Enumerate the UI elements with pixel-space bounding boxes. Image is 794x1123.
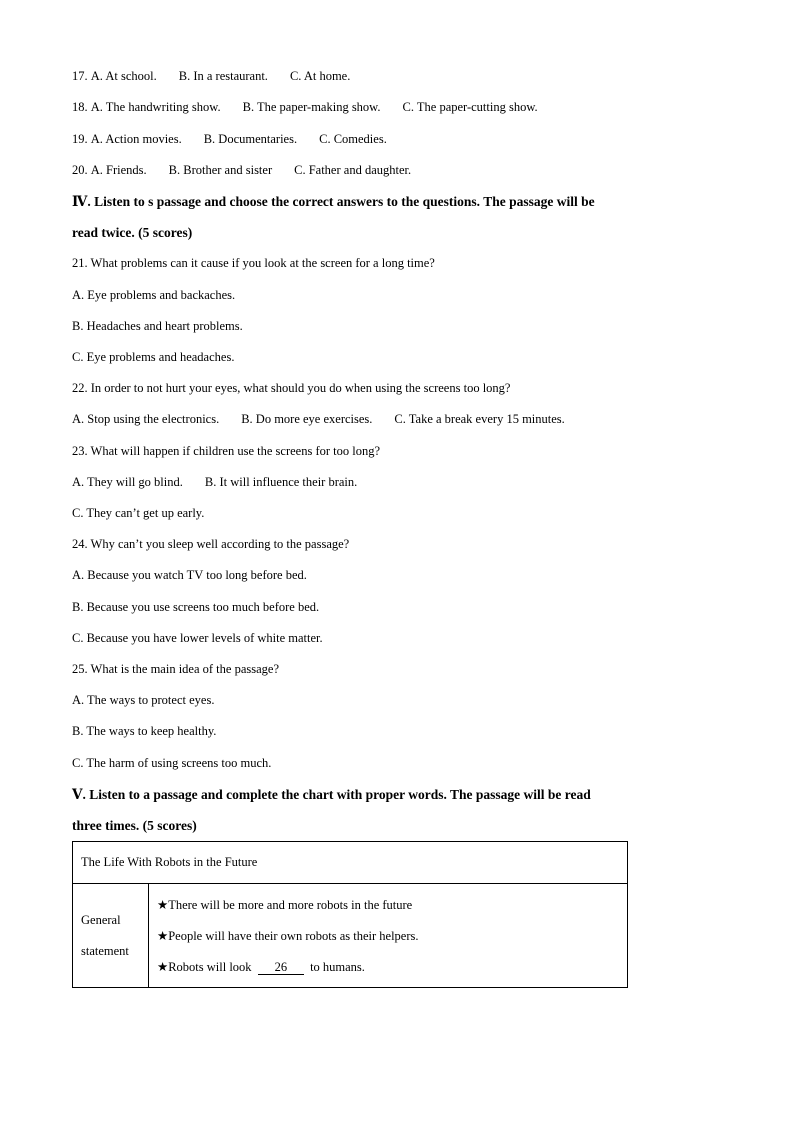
question-24-option-b[interactable]: B. Because you use screens too much before bed. [72,600,320,614]
option-b[interactable]: B. Do more eye exercises. [241,412,373,426]
statement-item: ★There will be more and more robots in the future [157,898,413,912]
statement-list [149,884,628,988]
question-25-option-b[interactable]: B. The ways to keep healthy. [72,724,217,738]
option-a[interactable]: A. Stop using the electronics. [72,412,220,426]
answer-blank-26[interactable]: 26 [258,961,304,975]
question-23-option-c[interactable]: C. They can’t get up early. [72,506,205,520]
robots-chart [72,841,628,988]
option-b[interactable]: B. In a restaurant. [178,69,268,83]
option-a[interactable]: A. The handwriting show. [90,100,221,114]
option-c[interactable]: C. Comedies. [319,132,387,146]
question-25-stem: 25. What is the main idea of the passage? [72,662,279,676]
question-24-option-a[interactable]: A. Because you watch TV too long before bed. [72,568,307,582]
option-b[interactable]: B. Documentaries. [203,132,298,146]
chart-title-row [73,842,628,884]
question-23-stem: 23. What will happen if children use the screens for too long? [72,444,381,458]
section-4-heading-cont: read twice. (5 scores) [72,225,193,240]
question-20: 20. A. Friends. B. Brother and sister C. Father and daughter. [72,163,412,177]
option-a[interactable]: A. Friends. [90,163,147,177]
question-17: 17. A. At school. B. In a restaurant. C. At home. [72,69,351,83]
row-label: General statement [73,884,149,988]
question-18: 18. A. The handwriting show. B. The paper-making show. C. The paper-cutting show. [72,100,538,114]
question-25-option-a[interactable]: A. The ways to protect eyes. [72,693,215,707]
question-19: 19. A. Action movies. B. Documentaries. C. Comedies. [72,132,387,146]
option-c[interactable]: C. Father and daughter. [294,163,412,177]
question-21-option-c[interactable]: C. Eye problems and headaches. [72,350,235,364]
statement-item: ★People will have their own robots as their helpers. [157,929,419,943]
section-5-heading-cont: three times. (5 scores) [72,818,197,833]
option-a[interactable]: A. At school. [90,69,157,83]
statement-item: ★Robots will look 26 to humans. [157,960,365,974]
chart-title: The Life With Robots in the Future [73,842,628,884]
question-22-stem: 22. In order to not hurt your eyes, what should you do when using the screens too long? [72,381,511,395]
option-b[interactable]: B. The paper-making show. [242,100,381,114]
question-24-stem: 24. Why can’t you sleep well according to the passage? [72,537,350,551]
question-21-option-a[interactable]: A. Eye problems and backaches. [72,288,236,302]
chart-row [73,884,628,988]
option-a[interactable]: A. Action movies. [90,132,182,146]
question-21-stem: 21. What problems can it cause if you look at the screen for a long time? [72,256,435,270]
option-b[interactable]: B. It will influence their brain. [204,475,358,489]
question-24-option-c[interactable]: C. Because you have lower levels of white matter. [72,631,323,645]
option-c[interactable]: C. The paper-cutting show. [402,100,538,114]
option-c[interactable]: C. Take a break every 15 minutes. [394,412,565,426]
question-25-option-c[interactable]: C. The harm of using screens too much. [72,756,272,770]
section-5-heading: Ⅴ. Listen to a passage and complete the chart with proper words. The passage will be read [72,787,591,802]
question-23-options [72,474,357,490]
option-c[interactable]: C. At home. [289,69,351,83]
option-b[interactable]: B. Brother and sister [168,163,273,177]
question-22-options [72,411,565,427]
question-21-option-b[interactable]: B. Headaches and heart problems. [72,319,243,333]
section-4-heading: Ⅳ. Listen to s passage and choose the correct answers to the questions. The passage will be [72,194,595,209]
option-a[interactable]: A. They will go blind. [72,475,183,489]
